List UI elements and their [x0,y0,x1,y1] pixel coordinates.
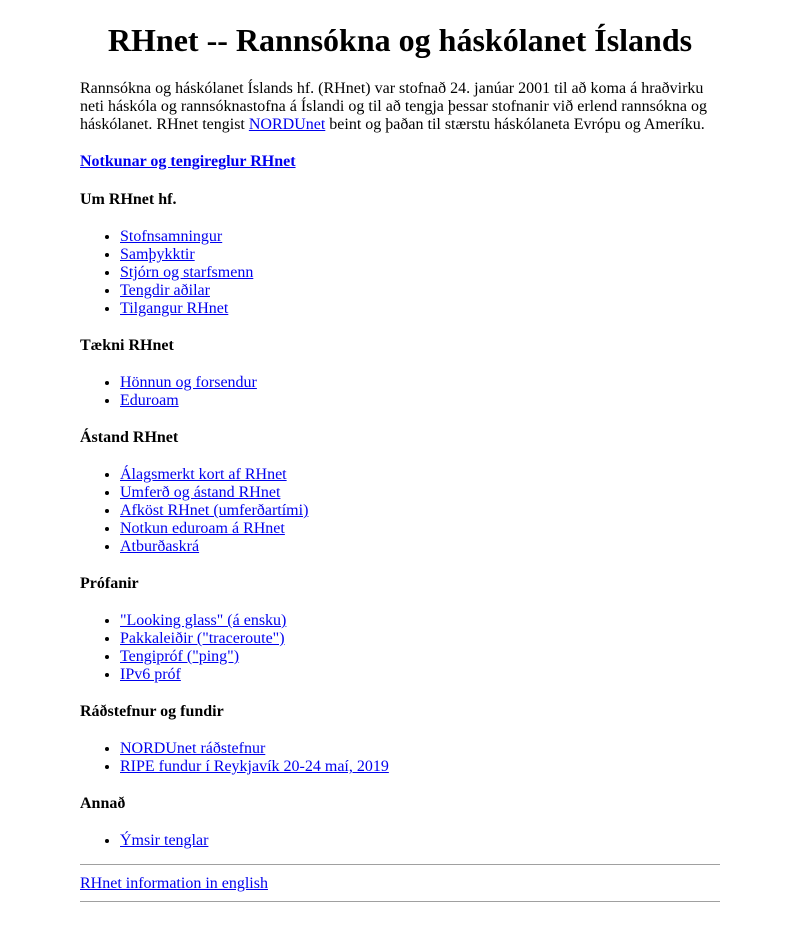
link-stofnsamningur[interactable]: Stofnsamningur [120,228,223,245]
list-item [120,538,720,556]
link-ping[interactable]: Tengipróf ("ping") [120,648,240,665]
link-load-map[interactable]: Álagsmerkt kort af RHnet [120,466,287,483]
link-misc-links[interactable]: Ýmsir tenglar [120,832,209,849]
section-heading-tests: Prófanir [80,575,139,592]
section-heading-about: Um RHnet hf. [80,191,177,208]
list-item [120,520,720,538]
link-nordunet-conferences[interactable]: NORDUnet ráðstefnur [120,740,266,757]
section-heading-status: Ástand RHnet [80,429,179,446]
section-heading-conferences: Ráðstefnur og fundir [80,703,224,720]
list-item [120,758,720,776]
list-item [120,228,720,246]
list-item [120,374,720,392]
list-item [120,740,720,758]
link-performance[interactable]: Afköst RHnet (umferðartími) [120,502,309,519]
link-samthykktir[interactable]: Samþykktir [120,246,195,263]
link-looking-glass[interactable]: "Looking glass" (á ensku) [120,612,287,629]
section-list-tests [80,612,720,684]
list-item [120,502,720,520]
link-traceroute[interactable]: Pakkaleiðir ("traceroute") [120,630,285,647]
divider-top [80,864,720,865]
intro-paragraph [80,80,720,134]
rules-paragraph [80,152,720,172]
intro-text-before: Rannsókna og háskólanet Íslands hf. (RHnet) var stofnað 24. janúar 2001 til að koma á hraðvirku neti háskóla og rannsóknastofna á Íslandi og til að tengja þessar stofnanir við erlend rannsókna og háskólanet. RHnet tengist [80,80,707,133]
link-ipv6-test[interactable]: IPv6 próf [120,666,181,683]
nordunet-link[interactable]: NORDUnet [248,116,326,133]
sections [80,190,720,850]
list-item [120,392,720,410]
footer [80,875,720,893]
section-list-about [80,228,720,318]
page-title: RHnet -- Rannsókna og háskólanet Íslands [107,22,693,58]
list-item [120,648,720,666]
link-traffic-status[interactable]: Umferð og ástand RHnet [120,484,281,501]
link-eduroam[interactable]: Eduroam [120,392,179,409]
section-list-conferences [80,740,720,776]
link-tengdir-adilar[interactable]: Tengdir aðilar [120,282,210,299]
link-tilgangur[interactable]: Tilgangur RHnet [120,300,229,317]
english-info-link[interactable]: RHnet information in english [80,875,268,892]
intro-text-after: beint og þaðan til stærstu háskólaneta Evrópu og Ameríku. [325,116,705,133]
section-heading-technology: Tækni RHnet [80,337,174,354]
section-list-technology [80,374,720,410]
divider-bottom [80,901,720,902]
list-item [120,300,720,318]
list-item [120,264,720,282]
list-item [120,246,720,264]
section-list-other [80,832,720,850]
list-item [120,832,720,850]
list-item [120,630,720,648]
link-event-log[interactable]: Atburðaskrá [120,538,200,555]
list-item [120,666,720,684]
section-list-status [80,466,720,556]
list-item [120,466,720,484]
list-item [120,612,720,630]
list-item [120,282,720,300]
usage-rules-link[interactable]: Notkunar og tengireglur RHnet [80,153,296,170]
link-stjorn[interactable]: Stjórn og starfsmenn [120,264,254,281]
section-heading-other: Annað [80,795,126,812]
list-item [120,484,720,502]
link-ripe-meeting[interactable]: RIPE fundur í Reykjavík 20-24 maí, 2019 [120,758,389,775]
link-eduroam-usage[interactable]: Notkun eduroam á RHnet [120,520,285,537]
link-honnun[interactable]: Hönnun og forsendur [120,374,257,391]
